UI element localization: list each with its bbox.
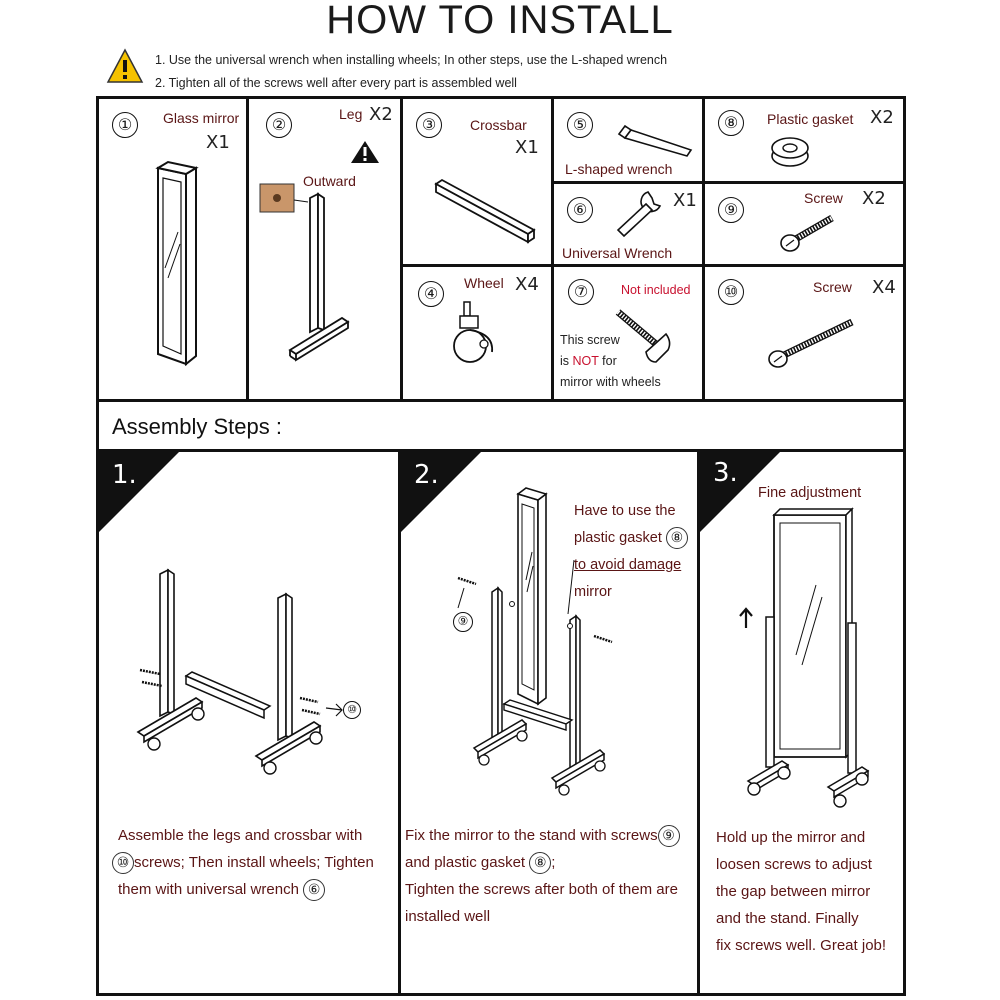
part-qty-8: X2 — [870, 107, 894, 128]
crossbar-icon — [430, 170, 540, 250]
mirror-icon — [150, 160, 230, 380]
part-label-8: Plastic gasket — [767, 111, 854, 127]
part-number-1: ① — [112, 112, 138, 138]
wheel-icon — [448, 300, 508, 370]
part-desc-7-not: NOT — [572, 354, 599, 368]
short-screw-icon — [776, 210, 838, 256]
part-label-4: Wheel — [464, 275, 504, 291]
part-ref: ⑥ — [303, 879, 325, 901]
part-ref: ⑧ — [529, 852, 551, 874]
step-number-2: 2. — [414, 460, 439, 490]
part-note-2: Outward — [303, 173, 356, 189]
part-qty-1: X1 — [206, 132, 230, 153]
divider — [400, 264, 906, 267]
part-number-8: ⑧ — [718, 110, 744, 136]
step-2-line-4: installed well — [405, 908, 491, 925]
part-label-5: L-shaped wrench — [565, 161, 673, 177]
part-qty-2: X2 — [369, 104, 393, 125]
divider — [702, 96, 705, 402]
part-number-7: ⑦ — [568, 279, 594, 305]
step-1-illustration — [130, 560, 370, 780]
warning-icon — [106, 48, 144, 84]
part-desc-7-line-3: mirror with wheels — [560, 375, 661, 389]
part-label-6: Universal Wrench — [562, 245, 673, 261]
step-1-line-3-text: them with universal wrench — [118, 881, 299, 898]
screw-icon — [612, 306, 674, 364]
part-desc-7-is: is — [560, 354, 570, 368]
step-1-line-3 — [118, 876, 325, 903]
step-3-line-2: loosen screws to adjust — [716, 856, 872, 873]
part-label-2: Leg — [339, 106, 363, 122]
step-3-line-5: fix screws well. Great job! — [716, 937, 887, 954]
leg-icon — [256, 180, 366, 370]
part-qty-9: X2 — [862, 188, 886, 209]
page-title: HOW TO INSTALL — [326, 0, 674, 42]
part-qty-6: X1 — [673, 190, 697, 211]
part-number-5: ⑤ — [567, 112, 593, 138]
part-label-7: Not included — [621, 283, 691, 297]
step-3-illustration — [736, 505, 876, 815]
step-2-line-1 — [405, 822, 680, 849]
part-label-3: Crossbar — [470, 117, 527, 133]
step-3-line-1: Hold up the mirror and — [716, 829, 866, 846]
step-2-line-2-text: and plastic gasket — [405, 854, 526, 871]
step-1-line-2 — [112, 849, 374, 876]
universal-wrench-icon — [616, 188, 666, 240]
step-2-line-2 — [405, 849, 555, 876]
part-desc-7-line-1: This screw — [560, 333, 620, 347]
divider — [551, 96, 554, 402]
step-2-annotation-2 — [574, 525, 688, 552]
note-1: 1. Use the universal wrench when installing wheels; In other steps, use the L-shaped wrench — [155, 53, 668, 67]
part-label-10: Screw — [813, 279, 852, 295]
l-wrench-icon — [615, 122, 695, 158]
step-1-callout: ⑩ — [343, 701, 361, 719]
part-qty-4: X4 — [515, 274, 539, 295]
warning-icon — [350, 140, 380, 164]
part-ref: ⑧ — [666, 527, 688, 549]
step-2-annotation-4: mirror — [574, 584, 612, 600]
part-number-3: ③ — [416, 112, 442, 138]
step-2-line-3: Tighten the screws after both of them are — [405, 881, 678, 898]
part-label-1: Glass mirror — [163, 110, 240, 126]
part-number-9: ⑨ — [718, 197, 744, 223]
step-number-1: 1. — [112, 460, 137, 490]
step-number-3: 3. — [713, 458, 738, 488]
part-number-10: ⑩ — [718, 279, 744, 305]
step-3-annotation: Fine adjustment — [758, 485, 862, 501]
step-2-line-1-text: Fix the mirror to the stand with screws — [405, 827, 658, 844]
part-desc-7-for: for — [602, 354, 617, 368]
assembly-title: Assembly Steps : — [112, 414, 282, 439]
part-ref: ⑩ — [112, 852, 134, 874]
step-2-callout: ⑨ — [453, 612, 473, 632]
step-3-line-3: the gap between mirror — [716, 883, 871, 900]
part-number-6: ⑥ — [567, 197, 593, 223]
part-label-9: Screw — [804, 190, 843, 206]
divider — [400, 96, 403, 402]
part-number-2: ② — [266, 112, 292, 138]
step-1-line-2-text: screws; Then install wheels; Tighten — [134, 854, 374, 871]
step-2-line-2-tail: ; — [551, 854, 556, 871]
step-2-annotation-3: to avoid damage — [574, 557, 682, 573]
part-qty-3: X1 — [515, 137, 539, 158]
divider — [551, 181, 906, 184]
step-2-annotation-1: Have to use the — [574, 503, 676, 519]
note-2: 2. Tighten all of the screws well after every part is assembled well — [155, 76, 517, 90]
step-corner — [99, 452, 179, 532]
part-desc-7-line-2 — [560, 354, 617, 368]
part-ref: ⑨ — [658, 825, 680, 847]
step-1-line-1: Assemble the legs and crossbar with — [118, 827, 363, 844]
part-number-4: ④ — [418, 281, 444, 307]
gasket-icon — [770, 132, 814, 170]
long-screw-icon — [764, 314, 860, 372]
step-2-annotation-2-text: plastic gasket — [574, 530, 662, 546]
part-qty-10: X4 — [872, 277, 896, 298]
step-3-line-4: and the stand. Finally — [716, 910, 859, 927]
divider — [246, 96, 249, 402]
